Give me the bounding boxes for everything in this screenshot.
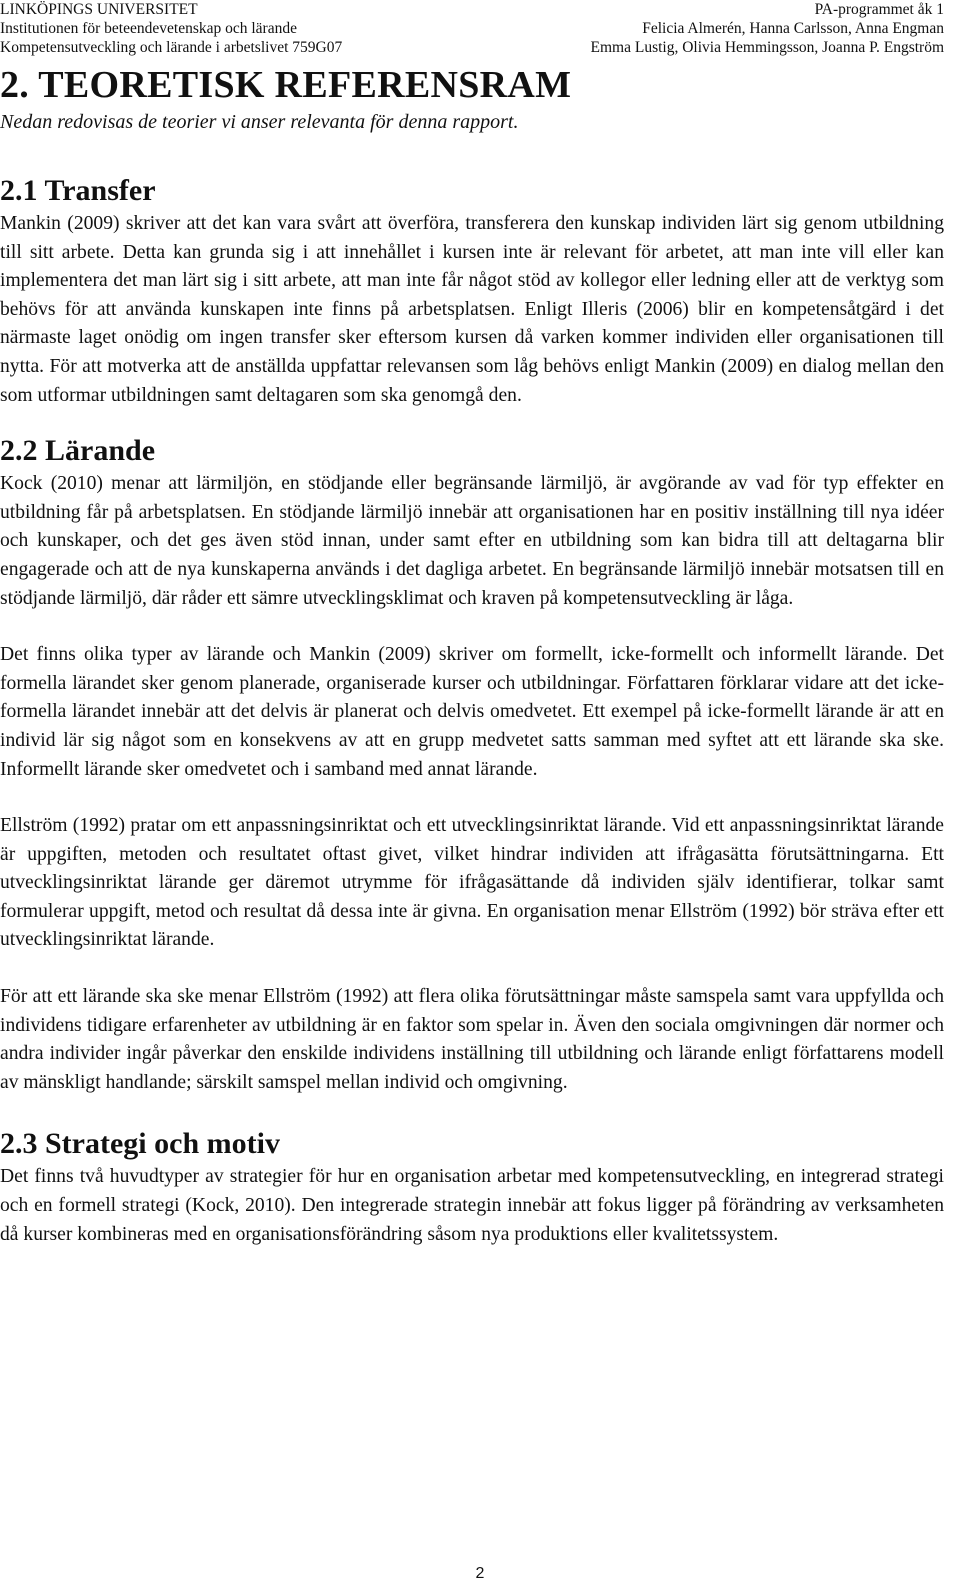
section-title-transfer: 2.1 Transfer (0, 174, 156, 207)
section-title-larande: 2.2 Lärande (0, 434, 156, 468)
header-department: Institutionen för beteendevetenskap och lärande (0, 20, 297, 37)
paragraph: Det finns olika typer av lärande och Mankin (2009) skriver om formellt, icke-formellt och informellt lärande. Det formella lärandet sker genom planerade, organiserade kurser och utbildningar. Författaren förklarar vidare att det icke-formella lärandet innebär att det delvis är planerat och delvis omedvetet. Ett exempel på icke-formellt lärande är att en individ lär sig något som en konsekvens av att en grupp medvetet satts samman med syftet att ett lärande ska ske. Informellt lärande sker omedvetet och i samband med annat lärande. (0, 644, 944, 780)
header-course: Kompetensutveckling och lärande i arbetslivet 759G07 (0, 39, 343, 56)
section-title-strategi: 2.3 Strategi och motiv (0, 1127, 280, 1161)
chapter-title: 2. TEORETISK REFERENSRAM (0, 64, 572, 106)
header-authors-2: Emma Lustig, Olivia Hemmingsson, Joanna P. Engström (590, 39, 944, 56)
document-body (0, 62, 944, 1277)
page-number: 2 (475, 1565, 485, 1582)
paragraph: Mankin (2009) skriver att det kan vara svårt att överföra, transferera den kunskap individen lärt sig genom utbildning till sitt arbete. Detta kan grunda sig i att innehållet i kursen inte är relevant för arbetet, att man inte vill eller kan implementera det man lärt sig i sitt arbete, att man inte får något stöd av kollegor eller ledning eller att de verktyg som behövs för att använda kunskapen inte finns på arbetsplatsen. Enligt Illeris (2006) blir en kompetensåtgärd i det närmaste laget onödig om ingen transfer sker eftersom kursen då varken kommer individen eller organisationen till nytta. För att motverka att de anställda uppfattar relevansen som låg behövs enligt Mankin (2009) en dialog mellan den som utformar utbildningen samt deltagaren som ska genomgå den. (0, 213, 944, 406)
header-program: PA-programmet åk 1 (814, 1, 944, 18)
paragraph: För att ett lärande ska ske menar Ellström (1992) att flera olika förutsättningar måste samspela samt vara uppfyllda och individens tidigare erfarenheter av utbildning är en faktor som spelar in. Även den sociala omgivningen där normer och andra individer ingår påverkar den enskilde individens inställning till utbildning och lärande enligt författarens modell av mänskligt handlande; särskilt samspel mellan individ och omgivning. (0, 986, 944, 1093)
header-university: LINKÖPINGS UNIVERSITET (0, 1, 198, 18)
paragraph: Kock (2010) menar att lärmiljön, en stödjande eller begränsande lärmiljö, är avgörande av vad för typ effekter en utbildning får på arbetsplatsen. En stödjande lärmiljö innebär att organisationen har en positiv inställning till nya idéer och kunskaper, och det ges även stöd innan, under samt efter en utbildning som kan bidra till att deltagarna blir engagerade och att de nya kunskaperna används i det dagliga arbetet. En begränsande lärmiljö innebär motsatsen till en stödjande lärmiljö, där råder ett sämre utvecklingsklimat och kraven på kompetensutveckling är låga. (0, 473, 944, 609)
paragraph: Ellström (1992) pratar om ett anpassningsinriktat och ett utvecklingsinriktat lärande. Vid ett anpassningsinriktat lärande är uppgiften, metoden och resultatet oftast givet, vilket hindrar individen att ifrågasätta förutsättningarna. Ett utvecklingsinriktat lärande ger däremot utrymme för ifrågasättande då individen själv identifierar, tolkar samt formulerar uppgift, metod och resultat då dessa inte är givna. En organisation menar Ellström (1992) bör sträva efter ett utvecklingsinriktat lärande. (0, 815, 944, 951)
page-header (0, 0, 960, 60)
header-right (591, 0, 944, 57)
paragraph: Det finns två huvudtyper av strategier för hur en organisation arbetar med kompetensutveckling, en integrerad strategi och en formell strategi (Kock, 2010). Den integrerade strategin innebär att fokus ligger på förändring av verksamheten då kurser kombineras med en organisationsförändring såsom nya produktions eller kvalitetssystem. (0, 1166, 944, 1245)
header-left (0, 0, 342, 57)
header-authors-1: Felicia Almerén, Hanna Carlsson, Anna Engman (642, 20, 944, 37)
chapter-intro: Nedan redovisas de teorier vi anser relevanta för denna rapport. (0, 111, 519, 133)
